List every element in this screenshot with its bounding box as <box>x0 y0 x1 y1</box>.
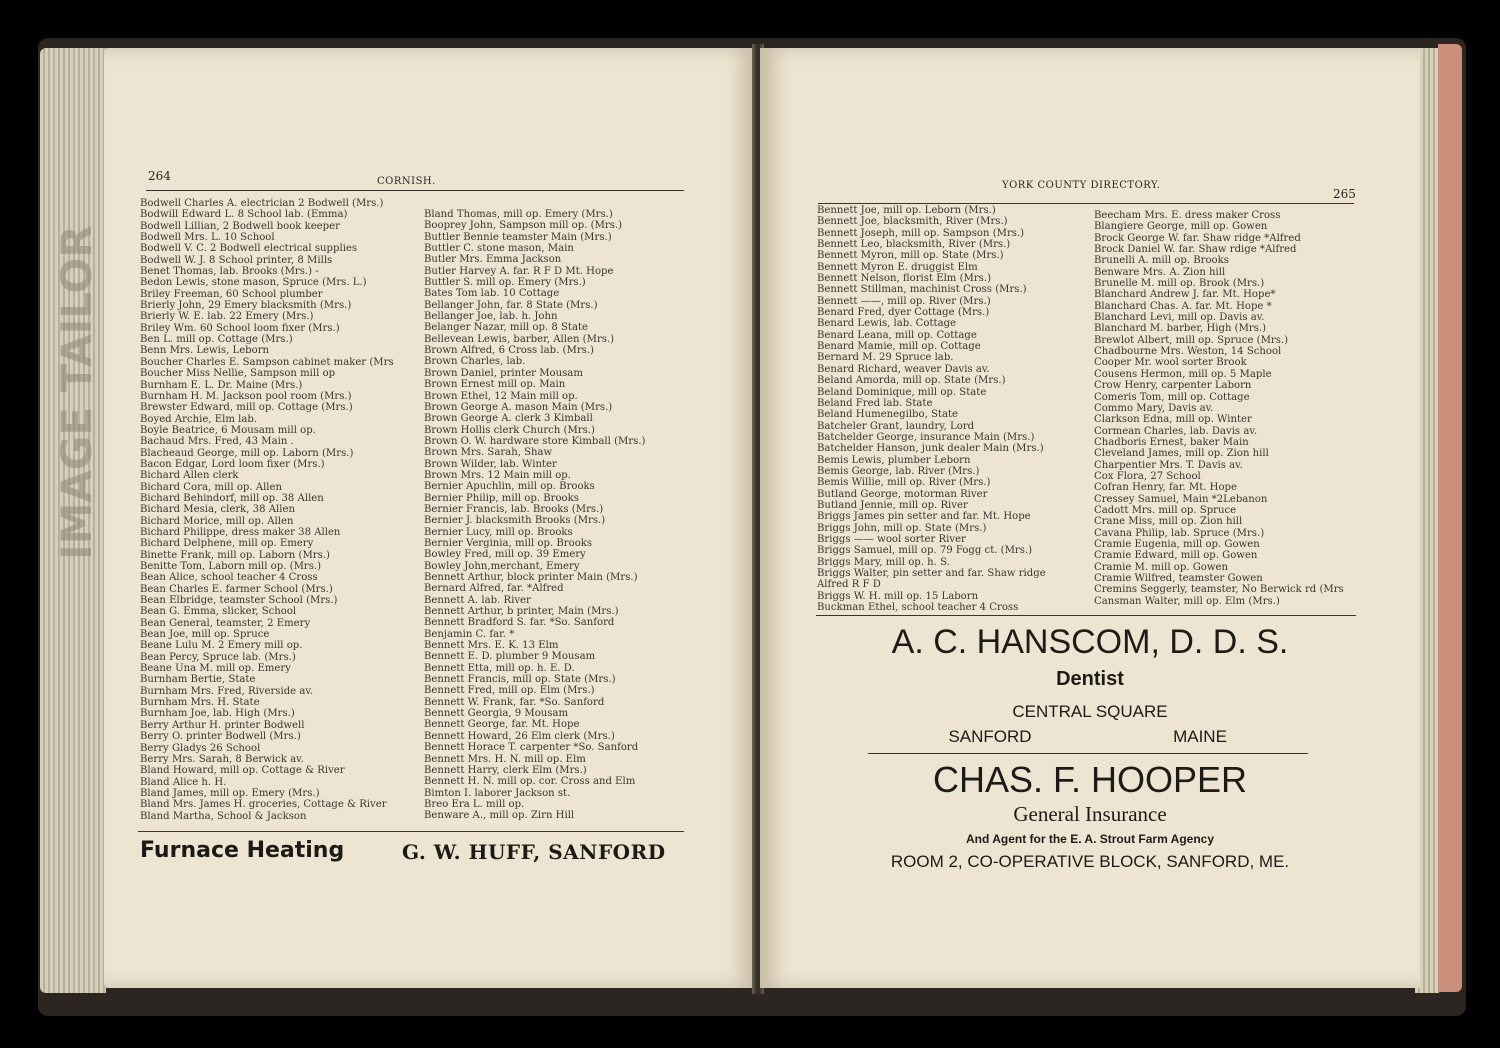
directory-entry: Cox Flora, 27 School <box>1094 470 1201 482</box>
directory-entry: Bodwill Edward L. 8 School lab. (Emma) <box>140 209 348 221</box>
directory-entry: Brierly W. E. lab. 22 Emery (Mrs.) <box>140 311 314 323</box>
directory-entry: Bennett Francis, mill op. State (Mrs.) <box>424 674 616 686</box>
hooper-address: ROOM 2, CO-OPERATIVE BLOCK, SANFORD, ME. <box>890 852 1290 871</box>
directory-entry: Binette Frank, mill op. Laborn (Mrs.) <box>140 549 330 561</box>
directory-entry: Bennett Joe, mill op. Leborn (Mrs.) <box>817 205 996 216</box>
directory-entry: Benard Fred, dyer Cottage (Mrs.) <box>817 307 990 319</box>
directory-entry: Boucher Charles E. Sampson cabinet maker (Mrs <box>140 356 394 368</box>
directory-entry: Bichard Cora, mill op. Allen <box>140 481 283 493</box>
hanscom-name: A. C. HANSCOM, D. D. S. <box>891 623 1289 661</box>
directory-entry: Blangiere George, mill op. Gowen <box>1094 221 1268 233</box>
directory-entry: Brown Daniel, printer Mousam <box>424 367 583 379</box>
directory-entry: Bennett Harry, clerk Elm (Mrs.) <box>424 764 587 776</box>
hooper-name: CHAS. F. HOOPER <box>932 759 1248 800</box>
directory-entry: Buckman Ethel, school teacher 4 Cross <box>817 602 1019 614</box>
directory-entry: Buttler C. stone mason, Main <box>424 243 574 255</box>
right-column-2 <box>1094 210 1344 607</box>
directory-entry: Bodwell Lillian, 2 Bodwell book keeper <box>140 220 340 232</box>
directory-entry: Benitte Tom, Laborn mill op. (Mrs.) <box>140 561 322 572</box>
directory-entry: Bennett ——, mill op. River (Mrs.) <box>817 295 991 307</box>
directory-entry: Benard Richard, weaver Davis av. <box>817 363 990 375</box>
directory-entry: Briggs John, mill op. State (Mrs.) <box>817 522 987 534</box>
directory-entry: Burnham Mrs. H. State <box>140 697 260 709</box>
directory-entry: Burnham Mrs. Fred, Riverside av. <box>140 685 314 697</box>
directory-entry: Bellanger Joe, lab. h. John <box>424 311 558 323</box>
directory-entry: Benard Mamie, mill op. Cottage <box>817 341 981 353</box>
directory-entry: Bland Alice h. H. <box>140 776 227 788</box>
directory-entry: Bennett Georgia, 9 Mousam <box>424 708 569 720</box>
directory-entry: Briggs W. H. mill op. 15 Laborn <box>817 590 979 602</box>
directory-entry: Beane Lulu M. 2 Emery mill op. <box>140 640 303 652</box>
directory-entry: Butler Mrs. Emma Jackson <box>424 254 562 266</box>
directory-entry: Bennett Arthur, block printer Main (Mrs.) <box>424 572 638 583</box>
directory-entry: Alfred R F D <box>817 579 881 591</box>
directory-entry: Bennett Howard, 26 Elm clerk (Mrs.) <box>424 730 615 742</box>
directory-entry: Clarkson Edna, mill op. Winter <box>1094 414 1252 426</box>
directory-entry: Cremins Seggerly, teamster, No Berwick rd (Mrs <box>1094 584 1344 596</box>
directory-entry: Briley Wm. 60 School loom fixer (Mrs.) <box>140 322 340 334</box>
directory-entry: Benard Leana, mill op. Cottage <box>817 329 977 341</box>
directory-entry: Burnham E. L. Dr. Maine (Mrs.) <box>140 379 303 391</box>
directory-entry: Bimton I. laborer Jackson st. <box>424 787 571 799</box>
directory-entry: Bean Alice, school teacher 4 Cross <box>140 572 318 584</box>
directory-entry: Crane Miss, mill op. Zion hill <box>1094 516 1243 528</box>
directory-entry: Boucher Miss Nellie, Sampson mill op <box>140 368 336 380</box>
directory-entry: Buttler Bennie teamster Main (Mrs.) <box>424 231 612 243</box>
hanscom-address: CENTRAL SQUARE <box>1012 702 1168 721</box>
directory-entry: Bodwell Charles A. electrician 2 Bodwell (Mrs.) <box>140 198 384 209</box>
directory-entry: Bennett A. lab. River <box>424 594 531 606</box>
directory-entry: Boyle Beatrice, 6 Mousam mill op. <box>140 424 316 436</box>
directory-entry: Bacon Edgar, Lord loom fixer (Mrs.) <box>140 458 325 470</box>
directory-entry: Burnham Joe, lab. High (Mrs.) <box>140 708 295 720</box>
left-column-1 <box>140 198 394 822</box>
directory-entry: Cressey Samuel, Main *2Lebanon <box>1094 493 1268 505</box>
directory-entry: Bland Mrs. James H. groceries, Cottage & River <box>140 799 387 811</box>
right-header-rule <box>818 203 1354 204</box>
directory-entry: Brewlot Albert, mill op. Spruce (Mrs.) <box>1094 334 1289 346</box>
directory-entry: Brown George A. mason Main (Mrs.) <box>424 401 613 413</box>
directory-entry: Bichard Behindorf, mill op. 38 Allen <box>140 492 324 504</box>
directory-entry: Benjamin C. far. * <box>424 628 515 640</box>
directory-entry: Berry Arthur H. printer Bodwell <box>140 719 305 731</box>
directory-entry: Bichard Mesia, clerk, 38 Allen <box>140 504 295 516</box>
directory-entry: Charpentier Mrs. T. Davis av. <box>1094 459 1243 471</box>
directory-entry: Bernier Lucy, mill op. Brooks <box>424 526 573 538</box>
directory-entry: Brewster Edward, mill op. Cottage (Mrs.) <box>140 402 353 414</box>
directory-entry: Bennett Joseph, mill op. Sampson (Mrs.) <box>817 227 1025 239</box>
directory-entry: Batcheler Grant, laundry, Lord <box>817 420 975 432</box>
directory-entry: Brown O. W. hardware store Kimball (Mrs.) <box>424 435 646 447</box>
directory-entry: Bennett Nelson, florist Elm (Mrs.) <box>817 273 992 285</box>
directory-entry: Bland James, mill op. Emery (Mrs.) <box>140 787 320 799</box>
directory-entry: Bichard Philippe, dress maker 38 Allen <box>140 526 341 538</box>
directory-entry: Boyed Archie, Elm lab. <box>140 413 258 425</box>
directory-entry: Ben L. mill op. Cottage (Mrs.) <box>140 334 293 346</box>
directory-entry: Bernard M. 29 Spruce lab. <box>817 352 954 364</box>
directory-entry: Benware Mrs. A. Zion hill <box>1094 266 1226 278</box>
directory-entry: Comeris Tom, mill op. Cottage <box>1094 391 1250 403</box>
directory-entry: Bean Joe, mill op. Spruce <box>140 629 270 641</box>
directory-entry: Belanger Nazar, mill op. 8 State <box>424 322 588 334</box>
directory-entry: Bachaud Mrs. Fred, 43 Main . <box>140 436 294 448</box>
directory-entry: Bennett Mrs. E. K. 13 Elm <box>424 640 559 652</box>
directory-entry: Brock Daniel W. far. Shaw rdige *Alfred <box>1094 244 1297 256</box>
directory-entry: Burnham H. M. Jackson pool room (Mrs.) <box>140 390 352 402</box>
directory-entry: Batchelder Hanson, junk dealer Main (Mrs.) <box>817 443 1044 455</box>
directory-entry: Butler Harvey A. far. R F D Mt. Hope <box>424 265 614 277</box>
directory-entry: Bennett Etta, mill op. h. E. D. <box>424 662 575 674</box>
right-column-1 <box>817 205 1046 613</box>
directory-entry: Benet Thomas, lab. Brooks (Mrs.) - <box>140 266 319 278</box>
directory-entry: Crow Henry, carpenter Laborn <box>1094 380 1252 392</box>
directory-entry: Brunelle M. mill op. Brook (Mrs.) <box>1094 278 1265 290</box>
directory-entry: Blanchard Chas. A. far. Mt. Hope * <box>1094 300 1272 312</box>
spine-text: IMAGE TAILOR <box>52 225 101 560</box>
right-page-number: 265 <box>1333 187 1356 201</box>
directory-entry: Cramie M. mill op. Gowen <box>1094 561 1228 573</box>
directory-entry: Booprey John, Sampson mill op. (Mrs.) <box>424 220 623 232</box>
directory-entry: Bodwell V. C. 2 Bodwell electrical supplies <box>140 243 358 255</box>
directory-entry: Breo Era L. mill op. <box>424 798 525 810</box>
directory-entry: Bichard Morice, mill op. Allen <box>140 515 294 527</box>
directory-entry: Blanchard Andrew J. far. Mt. Hope* <box>1094 289 1276 301</box>
directory-entry: Berry Gladys 26 School <box>140 742 261 754</box>
directory-entry: Cavana Philip, lab. Spruce (Mrs.) <box>1094 527 1265 539</box>
directory-entry: Bemis George, lab. River (Mrs.) <box>817 465 980 477</box>
left-column-2 <box>424 209 646 822</box>
directory-entry: Bemis Willie, mill op. River (Mrs.) <box>817 477 991 489</box>
directory-entry: Cramie Wilfred, teamster Gowen <box>1094 573 1263 584</box>
directory-entry: Cramie Eugenia, mill op. Gowen <box>1094 538 1260 550</box>
directory-entry: Bellevean Lewis, barber, Allen (Mrs.) <box>424 333 615 345</box>
directory-entry: Bernier J. blacksmith Brooks (Mrs.) <box>424 515 606 527</box>
directory-entry: Brown Alfred, 6 Cross lab. (Mrs.) <box>424 345 594 357</box>
directory-entry: Bennett Stillman, machinist Cross (Mrs.) <box>817 284 1027 296</box>
directory-entry: Bernier Verginia, mill op. Brooks <box>424 537 593 549</box>
directory-entry: Butland George, motorman River <box>817 488 988 500</box>
directory-entry: Bodwell Mrs. L. 10 School <box>140 232 275 244</box>
hanscom-state: MAINE <box>1173 727 1227 746</box>
directory-entry: Bean G. Emma, slicker, School <box>140 606 297 618</box>
directory-entry: Bennett Bradford S. far. *So. Sanford <box>424 617 615 629</box>
directory-entry: Batchelder George, insurance Main (Mrs.) <box>817 431 1035 443</box>
hooper-title: General Insurance <box>1013 802 1167 826</box>
ad-furnace-heating: Furnace Heating <box>140 838 345 863</box>
directory-entry: Cofran Henry, far. Mt. Hope <box>1094 482 1237 494</box>
directory-entry: Bates Tom lab. 10 Cottage <box>424 288 560 300</box>
directory-entry: Brown Wilder, lab. Winter <box>424 458 557 470</box>
directory-entry: Brierly John, 29 Emery blacksmith (Mrs.) <box>140 300 352 312</box>
directory-entry: Beland Dominique, mill op. State <box>817 386 987 398</box>
directory-entry: Bland Thomas, mill op. Emery (Mrs.) <box>424 209 613 220</box>
left-footer-rule <box>138 831 684 832</box>
directory-entry: Butland Jennie, mill op. River <box>817 499 968 511</box>
directory-entry: Benn Mrs. Lewis, Leborn <box>140 345 270 357</box>
directory-entry: Bean Charles E. farmer School (Mrs.) <box>140 583 333 595</box>
directory-entry: Brown Ernest mill op. Main <box>424 379 566 391</box>
directory-entry: Brown George A. clerk 3 Kimball <box>424 413 593 425</box>
directory-entry: Benard Lewis, lab. Cottage <box>817 318 957 330</box>
directory-entry: Briggs Mary, mill op. h. S. <box>817 556 950 568</box>
right-listing-rule <box>816 615 1356 616</box>
directory-entry: Bennett H. N. mill op. cor. Cross and Elm <box>424 776 636 788</box>
directory-entry: Berry O. printer Bodwell (Mrs.) <box>140 731 301 743</box>
directory-entry: Bennett Myron, mill op. State (Mrs.) <box>817 250 1004 262</box>
directory-entry: Cramie Edward, mill op. Gowen <box>1094 550 1258 562</box>
left-running-head: CORNISH. <box>377 176 436 187</box>
directory-entry: Chadboris Ernest, baker Main <box>1094 436 1249 448</box>
directory-entry: Blanchard Levi, mill op. Davis av. <box>1094 312 1265 324</box>
directory-entry: Briley Freeman, 60 School plumber <box>140 288 323 300</box>
directory-entry: Burnham Bertie, State <box>140 674 256 686</box>
directory-entry: Cormean Charles, lab. Davis av. <box>1094 425 1258 437</box>
left-header-rule <box>146 190 684 191</box>
directory-entry: Bernard Alfred, far. *Alfred <box>424 583 564 595</box>
directory-entry: Brown Ethel, 12 Main mill op. <box>424 390 578 402</box>
directory-entry: Benware A., mill op. Zirn Hill <box>424 810 575 822</box>
directory-entry: Bennett E. D. plumber 9 Mousam <box>424 651 596 663</box>
directory-entry: Beland Humenegilbo, State <box>817 409 959 421</box>
directory-entry: Cooper Mr. wool sorter Brook <box>1094 357 1247 369</box>
directory-entry: Brown Mrs. 12 Main mill op. <box>424 469 571 481</box>
directory-entry: Bichard Delphene, mill op. Emery <box>140 538 314 550</box>
directory-entry: Brown Hollis clerk Church (Mrs.) <box>424 424 595 436</box>
ad-divider-rule <box>868 753 1308 754</box>
directory-entry: Bennett W. Frank, far. *So. Sanford <box>424 696 605 708</box>
directory-entry: Blacheaud George, mill op. Laborn (Mrs.) <box>140 447 354 459</box>
directory-entry: Bowley Fred, mill op. 39 Emery <box>424 549 586 561</box>
directory-entry: Bernier Apuchlin, mill op. Brooks <box>424 481 595 493</box>
directory-entry: Briggs Samuel, mill op. 79 Fogg ct. (Mrs.) <box>817 545 1033 557</box>
directory-entry: Blanchard M. barber, High (Mrs.) <box>1094 323 1267 335</box>
directory-entry: Bennett Horace T. carpenter *So. Sanford <box>424 742 639 754</box>
directory-entry: Beland Fred lab. State <box>817 397 933 409</box>
directory-entry: Brown Mrs. Sarah, Shaw <box>424 447 553 459</box>
directory-entry: Bland Martha, School & Jackson <box>140 810 307 822</box>
cover-edge-right <box>1438 44 1462 992</box>
hanscom-title: Dentist <box>1056 668 1124 690</box>
directory-entry: Bodwell W. J. 8 School printer, 8 Mills <box>140 254 333 266</box>
directory-entry: Briggs —— wool sorter River <box>817 533 966 545</box>
directory-entry: Bellanger John, far. 8 State (Mrs.) <box>424 299 598 311</box>
directory-entry: Buttler S. mill op. Emery (Mrs.) <box>424 277 586 289</box>
directory-entry: Bichard Allen clerk <box>140 470 239 482</box>
directory-entry: Bennett George, far. Mt. Hope <box>424 719 580 731</box>
directory-entry: Bedon Lewis, stone mason, Spruce (Mrs. L.) <box>140 277 367 289</box>
directory-entry: Brunelli A. mill op. Brooks <box>1094 255 1229 267</box>
directory-entry: Bennett Mrs. H. N. mill op. Elm <box>424 753 586 765</box>
directory-entry: Beland Amorda, mill op. State (Mrs.) <box>817 375 1006 387</box>
directory-entry: Cleveland James, mill op. Zion hill <box>1094 448 1269 460</box>
directory-entry: Brown Charles, lab. <box>424 356 526 368</box>
directory-entry: Chadbourne Mrs. Weston, 14 School <box>1094 346 1282 358</box>
left-page-number: 264 <box>148 169 171 183</box>
directory-entry: Brock George W. far. Shaw ridge *Alfred <box>1094 232 1301 244</box>
directory-entry: Cadott Mrs. mill op. Spruce <box>1094 504 1237 516</box>
directory-entry: Bean Elbridge, teamster School (Mrs.) <box>140 595 338 607</box>
directory-entry: Bennett Arthur, b printer, Main (Mrs.) <box>424 606 619 618</box>
directory-entry: Bemis Lewis, plumber Leborn <box>817 454 971 466</box>
directory-entry: Bennett Leo, blacksmith, River (Mrs.) <box>817 239 1011 251</box>
directory-entry: Commo Mary, Davis av. <box>1094 402 1214 414</box>
directory-entry: Bland Howard, mill op. Cottage & River <box>140 765 345 777</box>
directory-entry: Bernier Francis, lab. Brooks (Mrs.) <box>424 503 604 515</box>
ad-huff-sanford: G. W. HUFF, SANFORD <box>402 840 666 864</box>
directory-entry: Bennett Joe, blacksmith, River (Mrs.) <box>817 216 1008 228</box>
directory-entry: Briggs Walter, pin setter and far. Shaw ridge <box>817 568 1046 579</box>
directory-entry: Beane Una M. mill op. Emery <box>140 663 291 675</box>
directory-entry: Briggs James pin setter and far. Mt. Hope <box>817 511 1031 523</box>
directory-entry: Bowley John,merchant, Emery <box>424 560 580 572</box>
hooper-agent: And Agent for the E. A. Strout Farm Agency <box>965 832 1214 846</box>
directory-entry: Bennett Fred, mill op. Elm (Mrs.) <box>424 685 595 697</box>
directory-entry: Beecham Mrs. E. dress maker Cross <box>1094 210 1281 221</box>
directory-entry: Bean Percy, Spruce lab. (Mrs.) <box>140 651 296 663</box>
directory-entry: Cousens Hermon, mill op. 5 Maple <box>1094 368 1272 380</box>
directory-entry: Bernier Philip, mill op. Brooks <box>424 492 579 504</box>
directory-entry: Cansman Walter, mill op. Elm (Mrs.) <box>1094 595 1280 607</box>
directory-entry: Berry Mrs. Sarah, 8 Berwick av. <box>140 753 304 765</box>
directory-entry: Bean General, teamster, 2 Emery <box>140 617 311 629</box>
right-running-head: YORK COUNTY DIRECTORY. <box>1002 180 1161 191</box>
directory-entry: Bennett Myron E. druggist Elm <box>817 261 978 273</box>
hanscom-city: SANFORD <box>948 727 1032 746</box>
